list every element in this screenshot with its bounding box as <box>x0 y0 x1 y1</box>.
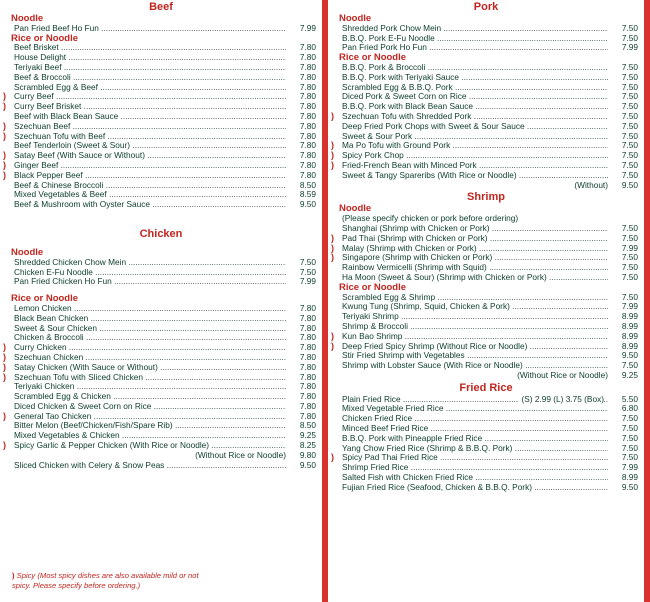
menu-item-row[interactable] <box>0 24 322 34</box>
menu-item-name: B.B.Q. Pork with Teriyaki Sauce ..... <box>342 73 608 83</box>
menu-item-price: 7.50 <box>621 291 638 302</box>
menu-item-row[interactable] <box>0 181 322 191</box>
menu-item-row[interactable] <box>0 373 322 383</box>
menu-item-price: 8.99 <box>621 472 638 483</box>
menu-item-price: 9.50 <box>299 459 316 470</box>
menu-item-name: Pan Fried Chicken Ho Fun ..... <box>14 277 286 287</box>
menu-item-name: Stir Fried Shrimp with Vegetables ..... <box>342 351 608 361</box>
size-options: (S) 2.99 (L) 3.75 (Box) <box>521 393 604 404</box>
spicy-icon: ) <box>3 130 6 141</box>
menu-item-name: Satay Chicken (With Sauce or Without) ..... <box>14 363 286 373</box>
menu-item-name: Ma Po Tofu with Ground Pork ..... <box>342 141 608 151</box>
spicy-icon: ) <box>3 410 6 421</box>
menu-item-price: 6.80 <box>621 403 638 414</box>
menu-item-name: Sliced Chicken with Celery & Snow Peas ..... <box>14 461 286 471</box>
menu-item-price: 7.80 <box>299 381 316 392</box>
spicy-legend <box>12 571 312 590</box>
menu-item-row[interactable] <box>0 43 322 53</box>
menu-item-price: 7.80 <box>299 391 316 402</box>
menu-item-row[interactable] <box>0 92 322 102</box>
menu-item-row[interactable] <box>328 312 644 322</box>
subsection-heading: Noodle <box>339 203 372 215</box>
menu-item-row[interactable] <box>328 263 644 273</box>
menu-item-price: 7.50 <box>621 271 638 282</box>
menu-item-price: 8.50 <box>299 420 316 431</box>
menu-item-name: Sweet & Sour Chicken ..... <box>14 324 286 334</box>
menu-item-row[interactable] <box>0 53 322 63</box>
menu-item-name: Curry Beef Brisket ..... <box>14 102 286 112</box>
menu-item-name: Malay (Shrimp with Chicken or Pork) ..... <box>342 244 608 254</box>
menu-item-name: (Without) <box>574 180 608 190</box>
menu-item-name: Beef with Black Bean Sauce ..... <box>14 112 286 122</box>
menu-item-row[interactable] <box>328 112 644 122</box>
menu-item-name: Chicken Fried Rice ..... <box>342 414 608 424</box>
menu-item-price: 7.50 <box>621 452 638 463</box>
menu-item-row[interactable] <box>0 132 322 142</box>
menu-item-price: 7.80 <box>299 159 316 170</box>
spicy-icon: ) <box>3 440 6 451</box>
menu-item-name: Minced Beef Fried Rice ..... <box>342 424 608 434</box>
menu-item-row[interactable] <box>328 73 644 83</box>
menu-item-row[interactable] <box>0 421 322 431</box>
menu-item-name: Satay Beef (With Sauce or Without) ..... <box>14 151 286 161</box>
menu-item-row[interactable] <box>328 132 644 142</box>
menu-item-price: 7.50 <box>621 61 638 72</box>
menu-item-row[interactable] <box>328 361 644 371</box>
menu-item-price: 7.80 <box>299 361 316 372</box>
menu-item-price: 7.80 <box>299 322 316 333</box>
menu-item-price: 7.50 <box>621 413 638 424</box>
menu-item-price: 7.50 <box>621 159 638 170</box>
menu-item-row[interactable] <box>0 258 322 268</box>
menu-item-row[interactable] <box>0 151 322 161</box>
menu-item-name: Beef & Broccoli ..... <box>14 73 286 83</box>
menu-item-name: B.B.Q. Pork with Black Bean Sauce ..... <box>342 102 608 112</box>
menu-item-name: Scrambled Egg & Shrimp ..... <box>342 293 608 303</box>
menu-item-row[interactable] <box>0 277 322 287</box>
menu-item-row[interactable] <box>328 395 644 405</box>
menu-item-name: (Without Rice or Noodle) <box>195 450 286 460</box>
menu-item-name: Beef Brisket ..... <box>14 43 286 53</box>
spicy-icon: ) <box>331 452 334 463</box>
menu-item-price: 7.50 <box>621 232 638 243</box>
section-title: Shrimp <box>467 191 505 204</box>
spicy-icon: ) <box>331 330 334 341</box>
menu-item-name: Pan Fried Pork Ho Fun ..... <box>342 43 608 53</box>
menu-item-name: Shredded Pork Chow Mein ..... <box>342 24 608 34</box>
menu-item-price: 7.80 <box>299 410 316 421</box>
menu-item-price: 7.50 <box>299 256 316 267</box>
spicy-icon: ) <box>3 101 6 112</box>
menu-item-price: 7.80 <box>299 169 316 180</box>
menu-item-price: 7.99 <box>621 242 638 253</box>
menu-item-name: Scrambled Egg & B.B.Q. Pork ..... <box>342 83 608 93</box>
menu-item-row[interactable] <box>328 342 644 352</box>
menu-item-name: Scrambled Egg & Beef ..... <box>14 83 286 93</box>
menu-item-row[interactable] <box>328 102 644 112</box>
menu-item-price: 9.50 <box>299 199 316 210</box>
menu-item-row[interactable] <box>328 483 644 493</box>
spicy-icon: ) <box>3 120 6 131</box>
spicy-icon: ) <box>3 342 6 353</box>
menu-item-price: 8.25 <box>299 440 316 451</box>
menu-item-row[interactable] <box>328 83 644 93</box>
menu-item-row[interactable] <box>328 92 644 102</box>
menu-item-row[interactable] <box>328 453 644 463</box>
menu-item-price: 7.80 <box>299 342 316 353</box>
section-title: Chicken <box>139 227 183 240</box>
menu-item-row[interactable] <box>328 293 644 303</box>
menu-item-price: 7.99 <box>621 301 638 312</box>
menu-item-row[interactable] <box>0 200 322 210</box>
menu-item-price: 7.50 <box>621 140 638 151</box>
menu-item-row[interactable] <box>328 234 644 244</box>
menu-item-price: 7.50 <box>621 442 638 453</box>
menu-item-price: 7.80 <box>299 81 316 92</box>
menu-item-row[interactable] <box>0 314 322 324</box>
menu-item-price: 7.80 <box>299 400 316 411</box>
menu-item-price: 7.80 <box>299 150 316 161</box>
menu-item-price: 8.99 <box>621 311 638 322</box>
menu-item-name: Kwung Tung (Shrimp, Squid, Chicken & Pork) ..... <box>342 302 608 312</box>
menu-item-name: Szechuan Tofu with Beef ..... <box>14 132 286 142</box>
menu-item-row[interactable] <box>328 473 644 483</box>
menu-item-price: 7.80 <box>299 42 316 53</box>
menu-item-price: 7.50 <box>621 150 638 161</box>
menu-item-price: 7.50 <box>621 32 638 43</box>
subsection-heading: Rice or Noodle <box>11 293 79 305</box>
subsection-heading: Rice or Noodle <box>339 281 407 293</box>
menu-item-row[interactable] <box>328 424 644 434</box>
menu-item-price: 8.99 <box>621 340 638 351</box>
menu-item-name: Bitter Melon (Beef/Chicken/Fish/Spare Rib) ..... <box>14 421 286 431</box>
menu-item-price: 8.50 <box>299 179 316 190</box>
menu-item-row[interactable] <box>328 122 644 132</box>
menu-item-name: Shredded Chicken Chow Mein ..... <box>14 258 286 268</box>
menu-item-name: House Delight ..... <box>14 53 286 63</box>
menu-item-row[interactable] <box>328 161 644 171</box>
menu-item-price: 7.80 <box>299 120 316 131</box>
menu-item-price: 9.50 <box>621 481 638 492</box>
menu-item-price: 7.50 <box>621 262 638 273</box>
menu-item-name: Mixed Vegetables & Beef ..... <box>14 190 286 200</box>
menu-item-price: 7.80 <box>299 312 316 323</box>
menu-item-price: 9.50 <box>621 179 638 190</box>
menu-item-price: 7.50 <box>621 423 638 434</box>
menu-item-name: Spicy Pork Chop ..... <box>342 151 608 161</box>
menu-item-name: Fried-French Bean with Minced Pork ..... <box>342 161 608 171</box>
menu-item-price: 8.99 <box>621 320 638 331</box>
menu-item-name: Spicy Garlic & Pepper Chicken (With Rice or Noodle) ..... <box>14 441 286 451</box>
menu-item-price: 7.80 <box>299 302 316 313</box>
spicy-icon: ) <box>3 150 6 161</box>
section-title: Pork <box>473 1 499 13</box>
spicy-icon: ) <box>331 110 334 121</box>
menu-item-name: Spicy Pad Thai Fried Rice ..... <box>342 453 608 463</box>
spicy-icon: ) <box>331 340 334 351</box>
right-menu-panel <box>328 0 644 602</box>
menu-item-price: 8.99 <box>621 330 638 341</box>
menu-item-price: 7.50 <box>621 120 638 131</box>
menu-item-price: 7.50 <box>621 360 638 371</box>
menu-item-row[interactable] <box>0 141 322 151</box>
menu-item-row[interactable] <box>328 322 644 332</box>
menu-item-row[interactable] <box>328 63 644 73</box>
spicy-icon: ) <box>331 140 334 151</box>
menu-item-price: 7.80 <box>299 52 316 63</box>
spicy-icon: ) <box>331 232 334 243</box>
subsection-heading: Rice or Noodle <box>11 32 79 44</box>
menu-item-name: Scrambled Egg & Chicken ..... <box>14 392 286 402</box>
legend-text: Spicy (Most spicy dishes are also available mild or not <box>16 571 199 580</box>
menu-item-row[interactable] <box>328 404 644 414</box>
spicy-icon: ) <box>3 351 6 362</box>
menu-item-name: Beef & Chinese Broccoli ..... <box>14 181 286 191</box>
menu-item-price: 7.80 <box>299 101 316 112</box>
menu-item-row[interactable] <box>328 43 644 53</box>
menu-item-name: Szechuan Tofu with Sliced Chicken ..... <box>14 373 286 383</box>
menu-item-row[interactable] <box>328 151 644 161</box>
legend-text: spicy. Please specify before ordering.) <box>12 580 141 590</box>
menu-item-row[interactable] <box>0 402 322 412</box>
spicy-icon: ) <box>331 252 334 263</box>
menu-item-row[interactable] <box>328 351 644 361</box>
menu-item-price: 7.80 <box>299 332 316 343</box>
menu-item-row[interactable] <box>0 171 322 181</box>
menu-item-name: Sweet & Tangy Spareribs (With Rice or Noodle) ..... <box>342 171 608 181</box>
spicy-icon: ) <box>3 371 6 382</box>
menu-item-name: Ginger Beef ..... <box>14 161 286 171</box>
menu-item-row[interactable] <box>0 343 322 353</box>
menu-item-price: 7.50 <box>621 71 638 82</box>
menu-item-row[interactable] <box>0 412 322 422</box>
spicy-icon: ) <box>12 571 15 580</box>
menu-item-row[interactable] <box>328 171 644 181</box>
ordering-note: (Please specify chicken or pork before ordering) <box>342 213 519 224</box>
menu-item-name: Beef Tenderloin (Sweet & Sour) ..... <box>14 141 286 151</box>
menu-item-price: 7.50 <box>299 266 316 277</box>
menu-item-name: Ha Moon (Sweet & Sour) (Shrimp with Chicken or Pork) ..... <box>342 273 608 283</box>
menu-item-name: Diced Pork & Sweet Corn on Rice ..... <box>342 92 608 102</box>
menu-item-row[interactable] <box>0 73 322 83</box>
menu-item-row[interactable] <box>0 441 322 451</box>
menu-item-row[interactable] <box>0 161 322 171</box>
menu-item-name: Teriyaki Beef ..... <box>14 63 286 73</box>
menu-item-price: 7.50 <box>621 91 638 102</box>
menu-item-name: Szechuan Beef ..... <box>14 122 286 132</box>
menu-item-price: 7.50 <box>621 81 638 92</box>
menu-item-name: Lemon Chicken ..... <box>14 304 286 314</box>
menu-item-row[interactable] <box>328 332 644 342</box>
menu-item-price: 7.99 <box>621 42 638 53</box>
menu-item-name: B.B.Q. Pork E-Fu Noodle ..... <box>342 34 608 44</box>
menu-item-price: 7.99 <box>299 276 316 287</box>
menu-item-name: Beef & Mushroom with Oyster Sauce ..... <box>14 200 286 210</box>
menu-item-row[interactable] <box>328 244 644 254</box>
menu-item-name: Deep Fried Spicy Shrimp (Without Rice or Noodle) ..... <box>342 342 608 352</box>
menu-item-name: Pan Fried Beef Ho Fun ..... <box>14 24 286 34</box>
menu-item-price: 7.80 <box>299 140 316 151</box>
spicy-icon: ) <box>3 159 6 170</box>
menu-item-price: 7.99 <box>299 22 316 33</box>
menu-item-row[interactable] <box>328 371 644 381</box>
menu-item-name: Pad Thai (Shrimp with Chicken or Pork) ..... <box>342 234 608 244</box>
spicy-icon: ) <box>3 91 6 102</box>
menu-item-row[interactable] <box>0 353 322 363</box>
section-title: Fried Rice <box>459 381 513 394</box>
menu-item-row[interactable] <box>0 304 322 314</box>
menu-item-row[interactable] <box>328 414 644 424</box>
left-menu-panel <box>0 0 322 602</box>
menu-item-price: 7.80 <box>299 61 316 72</box>
menu-item-name: Salted Fish with Chicken Fried Rice ..... <box>342 473 608 483</box>
menu-item-price: 7.80 <box>299 91 316 102</box>
menu-item-name: Chicken & Broccoli ..... <box>14 333 286 343</box>
menu-item-price: 7.50 <box>621 169 638 180</box>
menu-item-price: 7.50 <box>621 432 638 443</box>
menu-item-name: B.B.Q. Pork & Broccoli ..... <box>342 63 608 73</box>
menu-item-price: 9.50 <box>621 350 638 361</box>
menu-item-row[interactable] <box>0 63 322 73</box>
menu-item-row[interactable] <box>0 431 322 441</box>
menu-item-name: Curry Beef ..... <box>14 92 286 102</box>
menu-item-price: 7.80 <box>299 71 316 82</box>
menu-item-row[interactable] <box>328 253 644 263</box>
menu-item-name: Black Bean Chicken ..... <box>14 314 286 324</box>
subsection-heading: Noodle <box>11 13 44 24</box>
menu-item-price: 7.50 <box>621 252 638 263</box>
menu-item-name: Shrimp Fried Rice ..... <box>342 463 608 473</box>
menu-item-row[interactable] <box>328 302 644 312</box>
menu-item-name: Deep Fried Pork Chops with Sweet & Sour Sauce ..... <box>342 122 608 132</box>
menu-item-name: Singapore (Shrimp with Chicken or Pork) ..... <box>342 253 608 263</box>
menu-item-price: 9.80 <box>299 449 316 460</box>
menu-item-row[interactable] <box>328 24 644 34</box>
menu-item-row[interactable] <box>0 102 322 112</box>
menu-item-price: 7.80 <box>299 371 316 382</box>
menu-item-name: Fujian Fried Rice (Seafood, Chicken & B.B.Q. Pork) ..... <box>342 483 608 493</box>
menu-item-row[interactable] <box>0 112 322 122</box>
menu-item-row[interactable] <box>0 333 322 343</box>
menu-item-price: 7.50 <box>621 101 638 112</box>
menu-item-price: 7.80 <box>299 110 316 121</box>
menu-item-name: Teriyaki Chicken ..... <box>14 382 286 392</box>
menu-item-row[interactable] <box>0 122 322 132</box>
menu-item-row[interactable] <box>328 273 644 283</box>
menu-item-row[interactable] <box>328 34 644 44</box>
spicy-icon: ) <box>331 242 334 253</box>
menu-item-price: 7.50 <box>621 22 638 33</box>
menu-item-name: Szechuan Tofu with Shredded Pork ..... <box>342 112 608 122</box>
spicy-icon: ) <box>331 159 334 170</box>
menu-item-row[interactable] <box>0 324 322 334</box>
spicy-icon: ) <box>3 169 6 180</box>
menu-item-name: Shanghai (Shrimp with Chicken or Pork) ..... <box>342 224 608 234</box>
subsection-heading: Noodle <box>339 13 372 24</box>
menu-item-name: B.B.Q. Pork with Pineapple Fried Rice ..... <box>342 434 608 444</box>
menu-item-name: Yang Chow Fried Rice (Shrimp & B.B.Q. Pork) ..... <box>342 444 608 454</box>
menu-item-price: 7.50 <box>621 222 638 233</box>
menu-item-row[interactable] <box>328 463 644 473</box>
menu-item-price: 7.50 <box>621 110 638 121</box>
menu-item-price: 5.50 <box>621 393 638 404</box>
menu-item-row[interactable] <box>0 382 322 392</box>
menu-item-name: Szechuan Chicken ..... <box>14 353 286 363</box>
menu-item-price: 9.25 <box>621 369 638 380</box>
menu-item-price: 9.25 <box>299 430 316 441</box>
menu-item-name: (Without Rice or Noodle) <box>517 370 608 380</box>
menu-item-price: 7.80 <box>299 351 316 362</box>
menu-item-row[interactable] <box>328 224 644 234</box>
menu-item-name: Curry Chicken ..... <box>14 343 286 353</box>
menu-item-price: 7.99 <box>621 462 638 473</box>
menu-item-price: 7.80 <box>299 130 316 141</box>
menu-item-row[interactable] <box>0 268 322 278</box>
menu-item-price: 8.59 <box>299 189 316 200</box>
menu-item-row[interactable] <box>0 461 322 471</box>
menu-item-row[interactable] <box>0 363 322 373</box>
menu-item-row[interactable] <box>328 181 644 191</box>
spicy-icon: ) <box>3 361 6 372</box>
menu-item-price: 7.50 <box>621 130 638 141</box>
menu-item-name: Black Pepper Beef ..... <box>14 171 286 181</box>
menu-item-row[interactable] <box>328 141 644 151</box>
menu-item-row[interactable] <box>0 451 322 461</box>
menu-item-name: Diced Chicken & Sweet Corn on Rice ..... <box>14 402 286 412</box>
menu-item-name: Mixed Vegetables & Chicken ..... <box>14 431 286 441</box>
subsection-heading: Noodle <box>11 246 44 258</box>
menu-item-row[interactable] <box>0 83 322 93</box>
menu-item-row[interactable] <box>328 434 644 444</box>
menu-item-row[interactable] <box>0 392 322 402</box>
menu-item-name: Shrimp & Broccoli ..... <box>342 322 608 332</box>
menu-item-name: Mixed Vegetable Fried Rice ..... <box>342 404 608 414</box>
menu-item-row[interactable] <box>0 190 322 200</box>
subsection-heading: Rice or Noodle <box>339 52 407 64</box>
menu-item-name: Kun Bao Shrimp ..... <box>342 332 608 342</box>
menu-item-name: General Tao Chicken ..... <box>14 412 286 422</box>
menu-item-name: Teriyaki Shrimp ..... <box>342 312 608 322</box>
menu-item-name: Rainbow Vermicelli (Shrimp with Squid) ..... <box>342 263 608 273</box>
spicy-icon: ) <box>331 150 334 161</box>
menu-item-name: Sweet & Sour Pork ..... <box>342 132 608 142</box>
section-title: Beef <box>149 1 173 13</box>
menu-item-name: Shrimp with Lobster Sauce (With Rice or Noodle) ..... <box>342 361 608 371</box>
menu-item-name: Chicken E-Fu Noodle ..... <box>14 268 286 278</box>
menu-item-row[interactable] <box>328 444 644 454</box>
menu-item-name: Plain Fried Rice ..... <box>342 395 608 405</box>
